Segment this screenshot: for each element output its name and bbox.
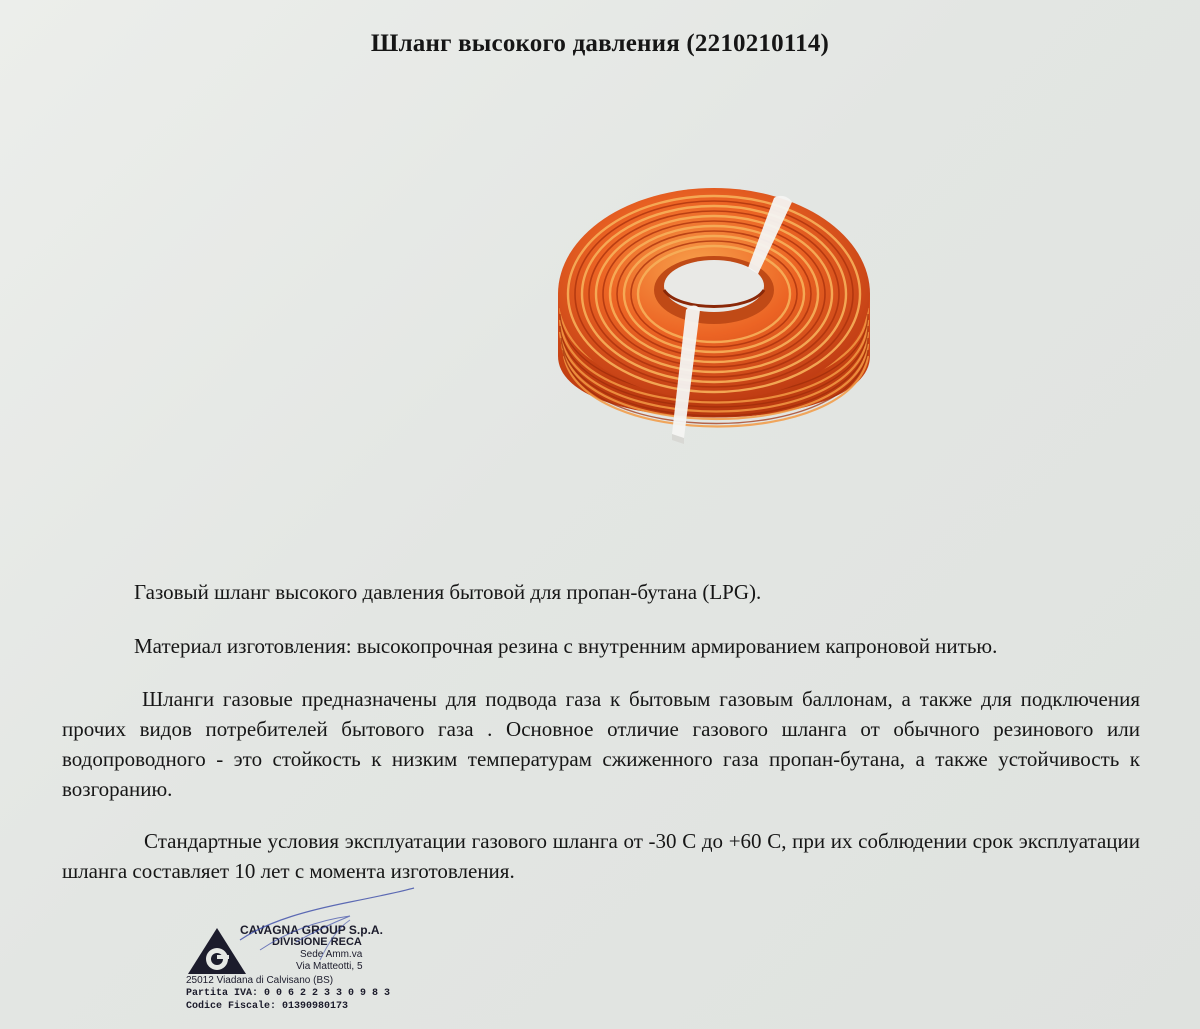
paragraph-operating-conditions: Стандартные условия эксплуатации газового шланга от -30 С до +60 С, при их соблюдении срок эксплуатации шланга составляет 10 лет с момента изготовления. [62, 829, 1140, 883]
stamp-vat: Partita IVA: 0 0 6 2 2 3 3 0 9 8 3 [186, 988, 391, 999]
company-stamp [180, 890, 480, 1020]
stamp-division: DIVISIONE RECA [272, 936, 362, 948]
hose-coil-image [548, 168, 884, 458]
document-title: Шланг высокого давления (2210210114) [370, 30, 830, 57]
paragraph-purpose: Шланги газовые предназначены для подвода газа к бытовым газовым баллонам, а также для подключения прочих видов потребителей бытового газа . Основное отличие газового шланга от обычного резинового или водопроводного - это стойкость к низким температурам сжиженного газа пропан-бутана, а также устойчивость к возгоранию. [62, 687, 1140, 801]
stamp-tax-code: Codice Fiscale: 01390980173 [186, 1001, 349, 1012]
stamp-city: 25012 Viadana di Calvisano (BS) [186, 975, 334, 986]
stamp-company: CAVAGNA GROUP S.p.A. [240, 923, 383, 937]
paragraph-product-description: Газовый шланг высокого давления бытовой для пропан-бутана (LPG). [134, 580, 762, 604]
stamp-seat: Sede Amm.va [300, 949, 363, 960]
cavagna-logo-icon [186, 926, 248, 976]
stamp-street: Via Matteotti, 5 [296, 961, 363, 972]
paragraph-material: Материал изготовления: высокопрочная резина с внутренним армированием капроновой нитью. [134, 634, 998, 658]
